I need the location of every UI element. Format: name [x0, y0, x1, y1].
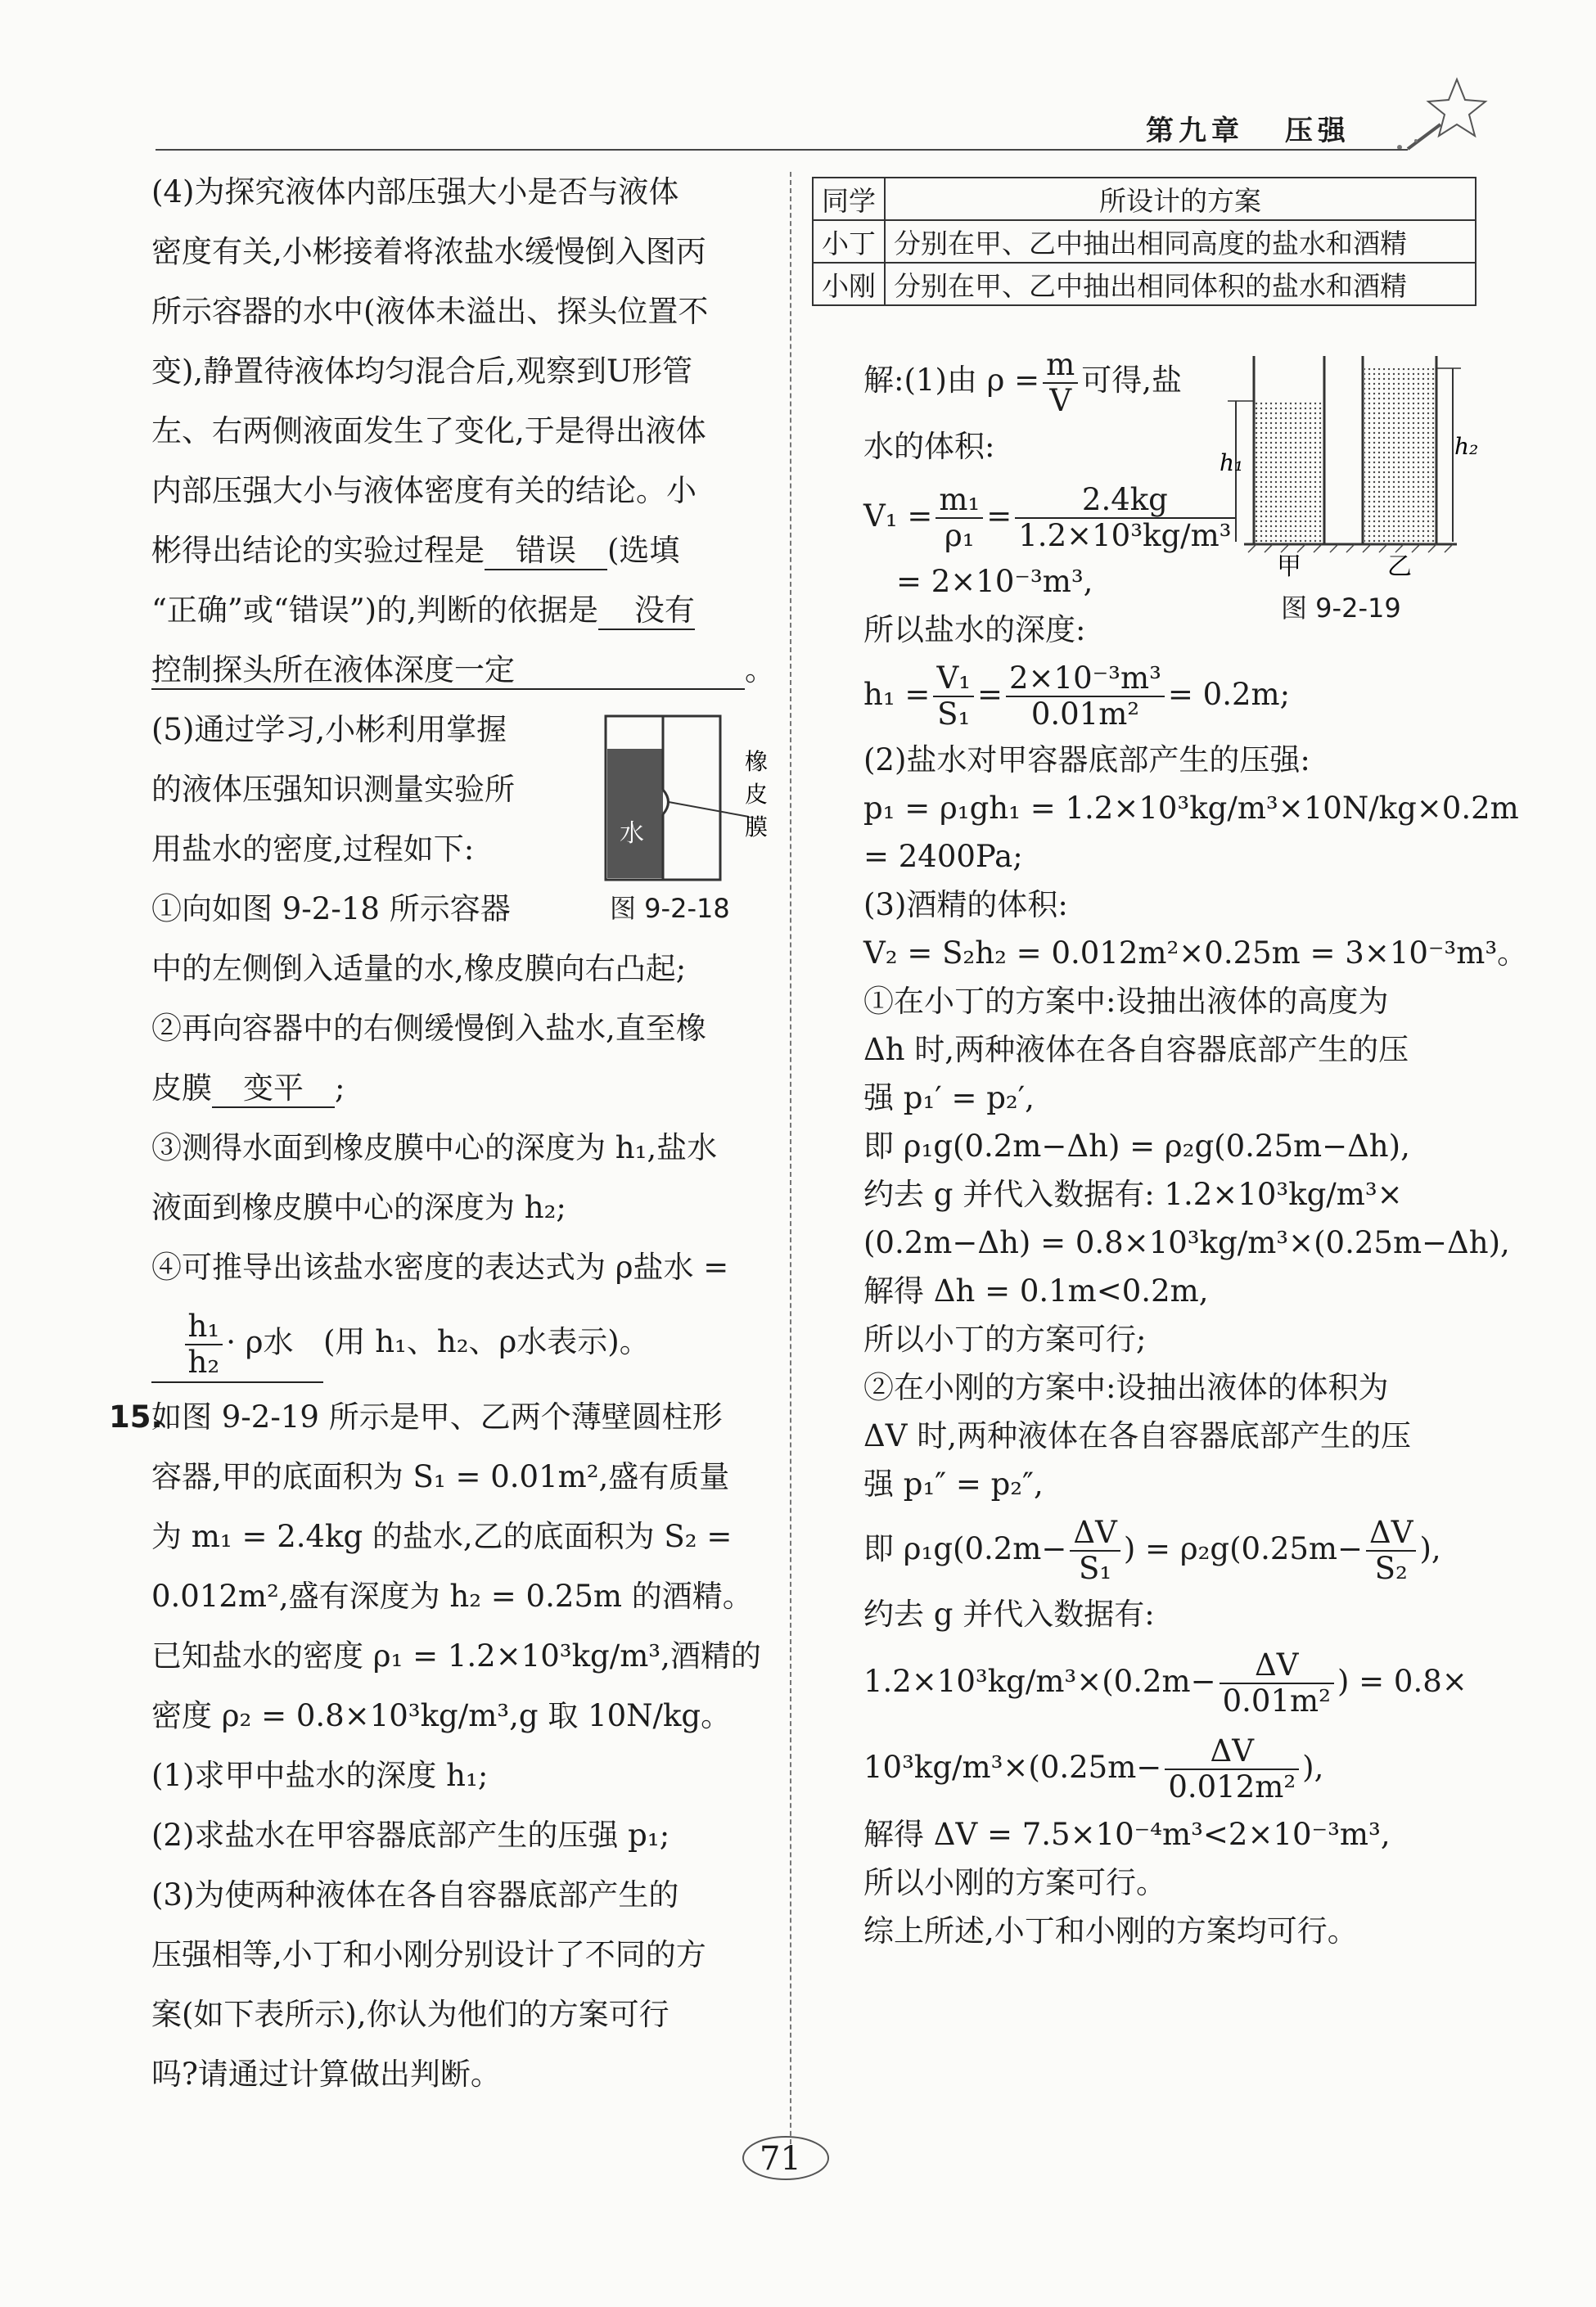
text-line: 强 p₁′ = p₂′,: [863, 1079, 1035, 1115]
fraction: $\frac{\Delta V}{\text{0.01m²}}$: [1220, 1648, 1334, 1719]
container-yi-label: 乙: [1387, 552, 1412, 581]
text-line: [151, 1058, 773, 1118]
text-line: 压强相等,小丁和小刚分别设计了不同的方: [151, 1937, 706, 1972]
equation-line: V₂ = S₂h₂ = 0.012m²×0.25m = 3×10⁻³m³。: [863, 935, 1528, 971]
text-line: ①在小丁的方案中:设抽出液体的高度为: [863, 983, 1389, 1019]
text-line: (3)酒精的体积:: [863, 886, 1068, 922]
equation-line: 解得 ΔV = 7.5×10⁻⁴m³<2×10⁻³m³,: [863, 1816, 1391, 1852]
fraction: $\frac{\text{2×10⁻³m³}}{\text{0.01m²}}$: [1006, 661, 1165, 732]
h1-label: h₁: [1220, 449, 1244, 476]
text-line: [151, 580, 773, 640]
text-line: 变),静置待液体均匀混合后,观察到U形管: [151, 354, 693, 389]
text-line: 的液体压强知识测量实验所: [151, 772, 515, 807]
text-line: (5)通过学习,小彬利用掌握: [151, 712, 507, 747]
text-line: 所示容器的水中(液体未溢出、探头位置不: [151, 294, 709, 329]
text-line: ΔV 时,两种液体在各自容器底部产生的压: [863, 1417, 1411, 1453]
answer-blank: 变平: [212, 1072, 335, 1108]
membrane: [663, 790, 669, 814]
fraction: $\frac{\Delta V}{\text{S₂}}$: [1366, 1516, 1416, 1586]
membrane-label-3: 膜: [745, 813, 769, 840]
equation-line: = 2×10⁻³m³,: [896, 563, 1093, 599]
fraction: $\frac{m}{V}$: [1043, 348, 1078, 418]
text-line: [151, 1297, 773, 1387]
text-segment: ;: [335, 1070, 345, 1106]
text-line: 如图 9-2-19 所示是甲、乙两个薄壁圆柱形: [151, 1399, 723, 1435]
page-number: 71: [760, 2140, 801, 2178]
text-segment: 。: [745, 652, 775, 687]
text-line: 内部压强大小与液体密度有关的结论。小: [151, 473, 697, 508]
header-rule: [156, 149, 1408, 151]
equation-line: V₁ = $\frac{\text{m₁}}{\text{ρ₁}}$ = $\frac{2.4kg}{\text{1.2×10³kg/m³}}$: [863, 475, 1486, 557]
equation-line: 即 ρ₁g(0.2m− $\frac{\Delta V}{\text{S₁}}$ ) = ρ₂g(0.25m− $\frac{\Delta V}{\text{S₂}}$ ),: [863, 1515, 1441, 1586]
text-segment: (用 h₁、h₂、ρ水表示)。: [323, 1324, 650, 1359]
text-line: ②在小刚的方案中:设抽出液体的体积为: [863, 1369, 1389, 1405]
chapter-title: 压强: [1284, 115, 1350, 147]
text-line: 吗?请通过计算做出判断。: [151, 2057, 501, 2092]
container-jia-label: 甲: [1277, 552, 1301, 581]
text-segment: 皮膜: [151, 1070, 212, 1106]
solution-column: [863, 344, 1528, 1955]
fraction: $\frac{\Delta V}{\text{0.012m²}}$: [1165, 1734, 1299, 1805]
answer-blank: 错误: [485, 534, 607, 570]
plan-table: [812, 177, 1477, 306]
figure-9-2-18: [602, 712, 778, 917]
text-line: 约去 g 并代入数据有:: [863, 1596, 1155, 1632]
text-line: 容器,甲的底面积为 S₁ = 0.01m²,盛有质量: [151, 1459, 730, 1494]
table-cell: 分别在甲、乙中抽出相同高度的盐水和酒精: [885, 220, 1476, 263]
text-line: ①向如图 9-2-18 所示容器: [151, 891, 511, 926]
fraction: $\frac{\text{V₁}}{\text{S₁}}$: [933, 661, 974, 732]
text-line: 用盐水的密度,过程如下:: [151, 831, 475, 867]
text-line: 所以小刚的方案可行。: [863, 1864, 1166, 1900]
answer-blank: $\frac{\text{h₁}}{\text{h₂}}$ · ρ水: [151, 1309, 323, 1383]
equation-line: = 2400Pa;: [863, 838, 1023, 874]
text-line: [151, 640, 773, 700]
membrane-label-1: 橡: [745, 748, 769, 775]
text-line: 0.012m²,盛有深度为 h₂ = 0.25m 的酒精。: [151, 1579, 753, 1614]
text-line: (1)求甲中盐水的深度 h₁;: [151, 1758, 489, 1793]
text-segment: 彬得出结论的实验过程是: [151, 533, 485, 568]
text-line: ④可推导出该盐水密度的表达式为 ρ盐水 =: [151, 1250, 729, 1285]
text-line: (2)求盐水在甲容器底部产生的压强 p₁;: [151, 1818, 670, 1853]
text-line: ②再向容器中的右侧缓慢倒入盐水,直至橡: [151, 1011, 706, 1046]
table-row: [813, 220, 1476, 263]
left-column: [109, 162, 775, 2104]
text-line: Δh 时,两种液体在各自容器底部产生的压: [863, 1031, 1409, 1067]
text-line: 液面到橡皮膜中心的深度为 h₂;: [151, 1190, 566, 1225]
membrane-label-2: 皮: [745, 781, 769, 808]
table-cell: 小丁: [813, 220, 885, 263]
text-line: (3)为使两种液体在各自容器底部产生的: [151, 1877, 679, 1913]
h2-label: h₂: [1454, 433, 1479, 460]
text-line: ③测得水面到橡皮膜中心的深度为 h₁,盐水: [151, 1130, 718, 1165]
chapter-label: 第九章: [1146, 115, 1244, 147]
fraction: $\frac{2.4kg}{\text{1.2×10³kg/m³}}$: [1015, 483, 1234, 553]
column-divider: [790, 172, 791, 2169]
table-cell: 所设计的方案: [885, 178, 1476, 220]
text-line: (2)盐水对甲容器底部产生的压强:: [863, 741, 1310, 777]
text-line: 已知盐水的密度 ρ₁ = 1.2×10³kg/m³,酒精的: [151, 1638, 761, 1674]
fraction: $\frac{\Delta V}{\text{S₁}}$: [1070, 1516, 1120, 1586]
table-header-row: [813, 178, 1476, 220]
text-line: 为 m₁ = 2.4kg 的盐水,乙的底面积为 S₂ =: [151, 1519, 733, 1554]
answer-blank: 没有: [598, 594, 695, 630]
pencil-star-icon: [1391, 75, 1498, 157]
text-line: 案(如下表所示),你认为他们的方案可行: [151, 1997, 670, 2032]
text-segment: (选填: [607, 533, 680, 568]
text-line: 中的左侧倒入适量的水,橡皮膜向右凸起;: [151, 951, 687, 986]
equation-line: h₁ = $\frac{\text{V₁}}{\text{S₁}}$ = $\frac{\text{2×10⁻³m³}}{\text{0.01m²}}$ = 0.2m;: [863, 660, 1291, 732]
question-number: 15.: [109, 1399, 163, 1435]
equation-line: p₁ = ρ₁gh₁ = 1.2×10³kg/m³×10N/kg×0.2m: [863, 790, 1519, 826]
text-line: 密度 ρ₂ = 0.8×10³kg/m³,g 取 10N/kg。: [151, 1698, 732, 1733]
equation-line: 1.2×10³kg/m³×(0.2m− $\frac{\Delta V}{\text{0.01m²}}$ ) = 0.8×: [863, 1647, 1468, 1719]
text-line: (4)为探究液体内部压强大小是否与液体: [151, 174, 679, 210]
table-cell: 同学: [813, 178, 885, 220]
text-line: 水的体积:: [863, 428, 995, 464]
text-segment: “正确”或“错误”)的,判断的依据是: [151, 593, 598, 628]
water-fill: [607, 749, 663, 878]
text-line: 左、右两侧液面发生了变化,于是得出液体: [151, 413, 706, 448]
water-label: 水: [620, 819, 644, 848]
figure-caption: 图 9-2-18: [610, 893, 730, 924]
equation-line: (0.2m−Δh) = 0.8×10³kg/m³×(0.25m−Δh),: [863, 1224, 1510, 1260]
text-line: [151, 520, 773, 580]
answer-blank: 控制探头所在液体深度一定: [151, 654, 745, 690]
fraction: $\frac{\text{h₁}}{\text{h₂}}$: [185, 1309, 223, 1380]
equation-line: 解得 Δh = 0.1m<0.2m,: [863, 1273, 1209, 1309]
equation-line: 即 ρ₁g(0.2m−Δh) = ρ₂g(0.25m−Δh),: [863, 1128, 1410, 1164]
table-cell: 小刚: [813, 263, 885, 305]
fraction: $\frac{\text{m₁}}{\text{ρ₁}}$: [936, 483, 983, 553]
table-cell: 分别在甲、乙中抽出相同体积的盐水和酒精: [885, 263, 1476, 305]
figure-caption: 图 9-2-19: [1281, 593, 1401, 624]
question-15: [109, 1387, 773, 2104]
text-line: 强 p₁″ = p₂″,: [863, 1466, 1044, 1502]
table-row: [813, 263, 1476, 305]
text-line: 密度有关,小彬接着将浓盐水缓慢倒入图丙: [151, 234, 706, 269]
equation-line: 10³kg/m³×(0.25m− $\frac{\Delta V}{\text{0.012m²}}$ ),: [863, 1733, 1324, 1805]
text-line: 解:(1)由 ρ = $\frac{m}{V}$ 可得,盐: [863, 346, 1183, 418]
text-line: 综上所述,小丁和小刚的方案均可行。: [863, 1913, 1358, 1949]
text-line: 所以小丁的方案可行;: [863, 1321, 1147, 1357]
equation-line: 约去 g 并代入数据有: 1.2×10³kg/m³×: [863, 1176, 1403, 1212]
page-header: [1146, 108, 1377, 148]
text-line: 所以盐水的深度:: [863, 611, 1086, 647]
